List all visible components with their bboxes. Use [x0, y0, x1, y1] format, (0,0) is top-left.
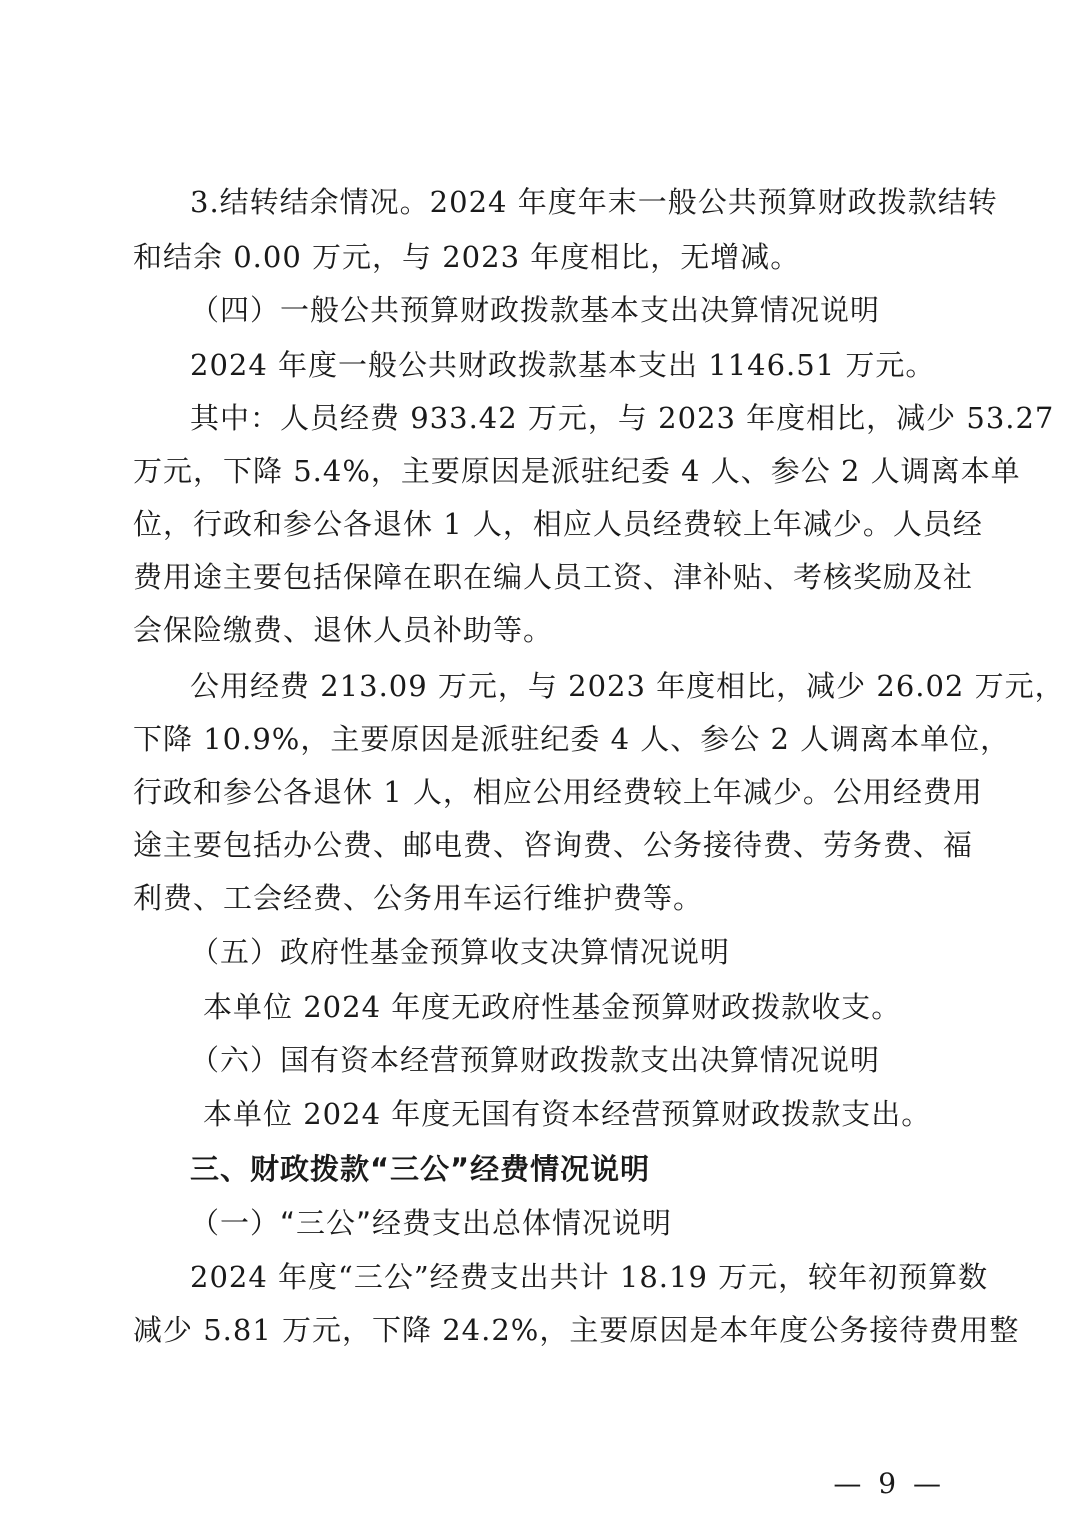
paragraph-line: 途主要包括办公费、邮电费、咨询费、公务接待费、劳务费、福 [133, 828, 974, 862]
paragraph-line: 3.结转结余情况。2024 年度年末一般公共预算财政拨款结转 [190, 185, 998, 219]
document-page [133, 0, 1065, 1520]
paragraph-line: 费用途主要包括保障在职在编人员工资、津补贴、考核奖励及社 [133, 560, 974, 594]
paragraph-line: 下降 10.9%，主要原因是派驻纪委 4 人、参公 2 人调离本单位， [133, 722, 1011, 756]
paragraph-line: 2024 年度一般公共财政拨款基本支出 1146.51 万元。 [190, 348, 936, 382]
paragraph-line: 2024 年度“三公”经费支出共计 18.19 万元，较年初预算数 [190, 1260, 989, 1294]
paragraph-line: 利费、工会经费、公务用车运行维护费等。 [133, 881, 704, 915]
paragraph-line: 位，行政和参公各退休 1 人，相应人员经费较上年减少。人员经 [133, 507, 983, 541]
section-heading: （五）政府性基金预算收支决算情况说明 [190, 935, 731, 969]
section-heading: （六）国有资本经营预算财政拨款支出决算情况说明 [190, 1043, 881, 1077]
chapter-heading: 三、财政拨款“三公”经费情况说明 [190, 1152, 651, 1186]
paragraph-line: 本单位 2024 年度无国有资本经营预算财政拨款支出。 [203, 1097, 932, 1131]
paragraph-line: 会保险缴费、退休人员补助等。 [133, 613, 554, 647]
paragraph-line: 和结余 0.00 万元，与 2023 年度相比，无增减。 [133, 240, 801, 274]
paragraph-line: 其中：人员经费 933.42 万元，与 2023 年度相比，减少 53.27 [190, 401, 1055, 435]
paragraph-line: 公用经费 213.09 万元，与 2023 年度相比，减少 26.02 万元， [190, 669, 1065, 703]
paragraph-line: 本单位 2024 年度无政府性基金预算财政拨款收支。 [203, 990, 902, 1024]
paragraph-line: 万元，下降 5.4%，主要原因是派驻纪委 4 人、参公 2 人调离本单 [133, 454, 1021, 488]
page-number: — 9 — [833, 1467, 945, 1500]
section-heading: （四）一般公共预算财政拨款基本支出决算情况说明 [190, 293, 881, 327]
section-heading: （一）“三公”经费支出总体情况说明 [190, 1206, 673, 1240]
paragraph-line: 减少 5.81 万元，下降 24.2%，主要原因是本年度公务接待费用整 [133, 1313, 1020, 1347]
paragraph-line: 行政和参公各退休 1 人，相应公用经费较上年减少。公用经费用 [133, 775, 983, 809]
